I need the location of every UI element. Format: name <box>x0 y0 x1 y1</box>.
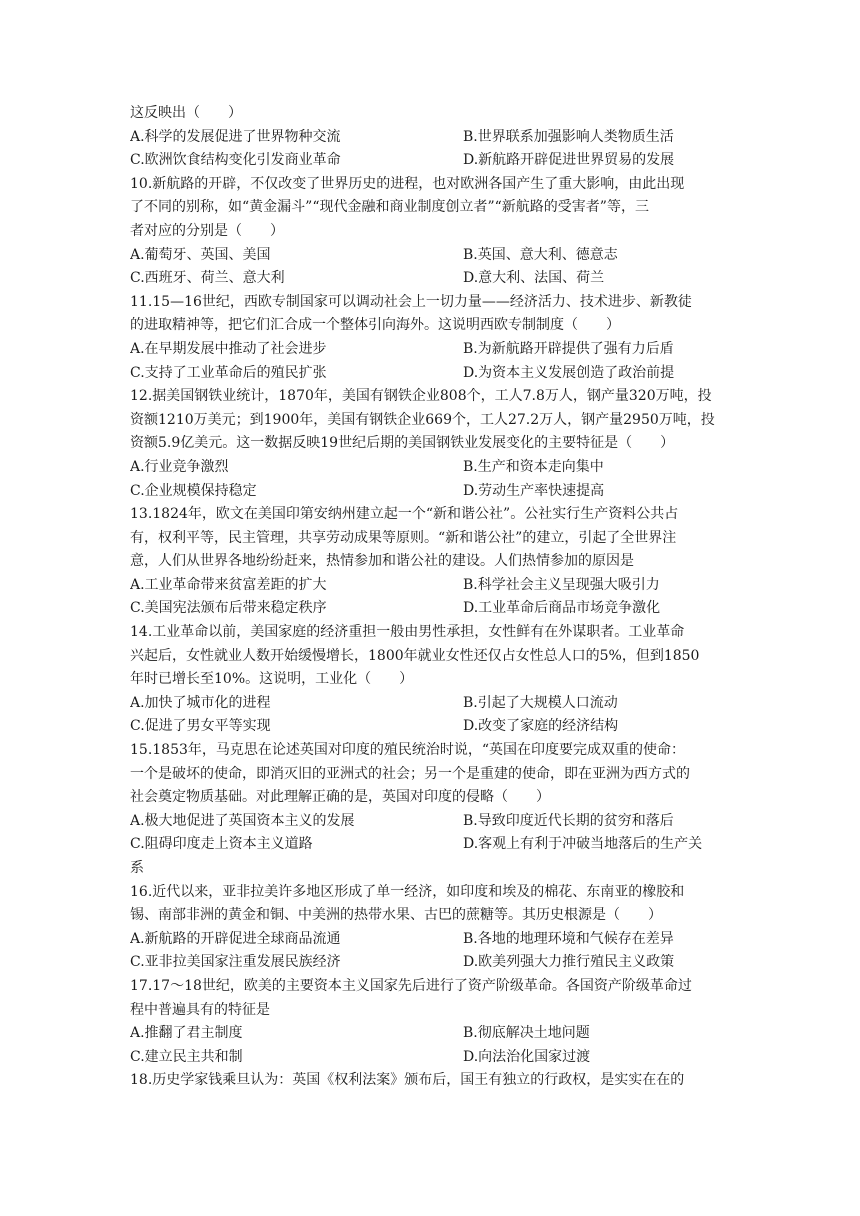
option-right: D.改变了家庭的经济结构 <box>463 718 619 735</box>
option-right: B.为新航路开辟提供了强有力后盾 <box>463 340 674 357</box>
text-line: 16.近代以来，亚非拉美许多地区形成了单一经济，如印度和埃及的棉花、东南亚的橡胶和 <box>130 883 685 900</box>
option-left: C.阻碍印度走上资本主义道路 <box>130 836 313 853</box>
text-line: 17.17～18世纪，欧美的主要资本主义国家先后进行了资产阶级革命。各国资产阶级革命过 <box>130 977 692 994</box>
option-right: D.工业革命后商品市场竞争激化 <box>463 600 661 617</box>
option-right: D.欧美列强大力推行殖民主义政策 <box>463 954 675 971</box>
option-row <box>130 244 733 268</box>
option-row <box>130 715 733 739</box>
text-line: 社会奠定物质基础。对此理解正确的是，英国对印度的侵略（ ） <box>130 789 550 806</box>
option-row <box>130 338 733 362</box>
option-left: C.促进了男女平等实现 <box>130 718 271 735</box>
option-left: A.在早期发展中推动了社会进步 <box>130 340 327 357</box>
option-row <box>130 267 733 291</box>
option-row <box>130 1046 733 1070</box>
text-line: 资额1210万美元；到1900年，美国有钢铁企业669个，工人27.2万人，钢产量2950万吨，投 <box>130 411 715 428</box>
option-row <box>130 833 733 857</box>
option-right: B.导致印度近代长期的贫穷和落后 <box>463 812 674 829</box>
option-row <box>130 810 733 834</box>
document-page <box>130 102 733 1093</box>
text-line: 兴起后，女性就业人数开始缓慢增长，1800年就业女性还仅占女性总人口的5%，但到1850 <box>130 647 700 664</box>
text-line: 10.新航路的开辟，不仅改变了世界历史的进程，也对欧洲各国产生了重大影响，由此出现 <box>130 175 685 192</box>
option-row <box>130 928 733 952</box>
text-line: 这反映出（ ） <box>130 105 242 121</box>
text-line: 12.据美国钢铁业统计，1870年，美国有钢铁企业808个，工人7.8万人，钢产量320万吨，投 <box>130 388 712 405</box>
option-left: C.支持了工业革命后的殖民扩张 <box>130 364 327 381</box>
text-line: 13.1824年，欧文在美国印第安纳州建立起一个“新和谐公社”。公社实行生产资料公共占 <box>130 506 679 523</box>
option-left: A.行业竞争激烈 <box>130 458 229 475</box>
text-line: 者对应的分别是（ ） <box>130 222 284 239</box>
option-right: D.客观上有利于冲破当地落后的生产关 <box>463 836 703 853</box>
option-left: C.美国宪法颁布后带来稳定秩序 <box>130 600 327 617</box>
option-left: C.企业规模保持稳定 <box>130 482 257 499</box>
text-line: 11.15—16世纪，西欧专制国家可以调动社会上一切力量——经济活力、技术进步、新教徒 <box>130 293 692 310</box>
option-left: C.欧洲饮食结构变化引发商业革命 <box>130 152 341 169</box>
option-right: B.彻底解决土地问题 <box>463 1025 590 1042</box>
text-line: 的进取精神等，把它们汇合成一个整体引向海外。这说明西欧专制制度（ ） <box>130 317 620 334</box>
option-row <box>130 1022 733 1046</box>
text-line: 15.1853年，马克思在论述英国对印度的殖民统治时说，“英国在印度要完成双重的使命： <box>130 742 686 759</box>
option-row <box>130 362 733 386</box>
text-line: 14.工业革命以前，美国家庭的经济重担一般由男性承担，女性鲜有在外谋职者。工业革命 <box>130 624 685 641</box>
option-left: C.亚非拉美国家注重发展民族经济 <box>130 954 341 971</box>
option-right: B.生产和资本走向集中 <box>463 458 604 475</box>
option-row <box>130 480 733 504</box>
option-left: A.极大地促进了英国资本主义的发展 <box>130 812 355 829</box>
option-right: D.向法治化国家过渡 <box>463 1048 591 1065</box>
text-line: 意，人们从世界各地纷纷赶来，热情参加和谐公社的建设。人们热情参加的原因是 <box>130 553 634 570</box>
option-left: C.西班牙、荷兰、意大利 <box>130 270 285 287</box>
option-row <box>130 597 733 621</box>
option-row <box>130 149 733 173</box>
text-line: 有，权利平等，民主管理，共享劳动成果等原则。“新和谐公社”的建立，引起了全世界注 <box>130 529 677 546</box>
option-right: B.英国、意大利、德意志 <box>463 246 618 263</box>
option-right: D.劳动生产率快速提高 <box>463 482 605 499</box>
option-left: C.建立民主共和制 <box>130 1048 243 1065</box>
option-left: A.推翻了君主制度 <box>130 1025 243 1042</box>
option-right: B.科学社会主义呈现强大吸引力 <box>463 576 660 593</box>
text-line: 锡、南部非洲的黄金和铜、中美洲的热带水果、古巴的蔗糖等。其历史根源是（ ） <box>130 907 662 924</box>
text-line: 资额5.9亿美元。这一数据反映19世纪后期的美国钢铁业发展变化的主要特征是（ ） <box>130 435 675 452</box>
text-line: 18.历史学家钱乘旦认为：英国《权利法案》颁布后，国王有独立的行政权，是实实在在的 <box>130 1072 685 1089</box>
option-right: B.世界联系加强影响人类物质生活 <box>463 128 674 145</box>
text-line: 系 <box>130 860 144 876</box>
option-left: A.科学的发展促进了世界物种交流 <box>130 128 341 145</box>
text-line: 年时已增长至10%。这说明，工业化（ ） <box>130 671 414 688</box>
option-left: A.葡萄牙、英国、美国 <box>130 246 271 263</box>
option-row <box>130 126 733 150</box>
option-row <box>130 951 733 975</box>
text-line: 程中普遍具有的特征是 <box>130 1001 270 1018</box>
text-line: 一个是破坏的使命，即消灭旧的亚洲式的社会；另一个是重建的使命，即在亚洲为西方式的 <box>130 765 690 782</box>
option-row <box>130 692 733 716</box>
option-left: A.新航路的开辟促进全球商品流通 <box>130 930 341 947</box>
text-line: 了不同的别称，如“黄金漏斗”“现代金融和商业制度创立者”“新航路的受害者”等，三 <box>130 199 649 216</box>
option-left: A.工业革命带来贫富差距的扩大 <box>130 576 327 593</box>
option-right: D.意大利、法国、荷兰 <box>463 270 605 287</box>
option-row <box>130 456 733 480</box>
option-right: D.新航路开辟促进世界贸易的发展 <box>463 152 675 169</box>
option-right: D.为资本主义发展创造了政治前提 <box>463 364 675 381</box>
option-right: B.各地的地理环境和气候存在差异 <box>463 930 674 947</box>
option-left: A.加快了城市化的进程 <box>130 694 271 711</box>
option-right: B.引起了大规模人口流动 <box>463 694 618 711</box>
option-row <box>130 574 733 598</box>
